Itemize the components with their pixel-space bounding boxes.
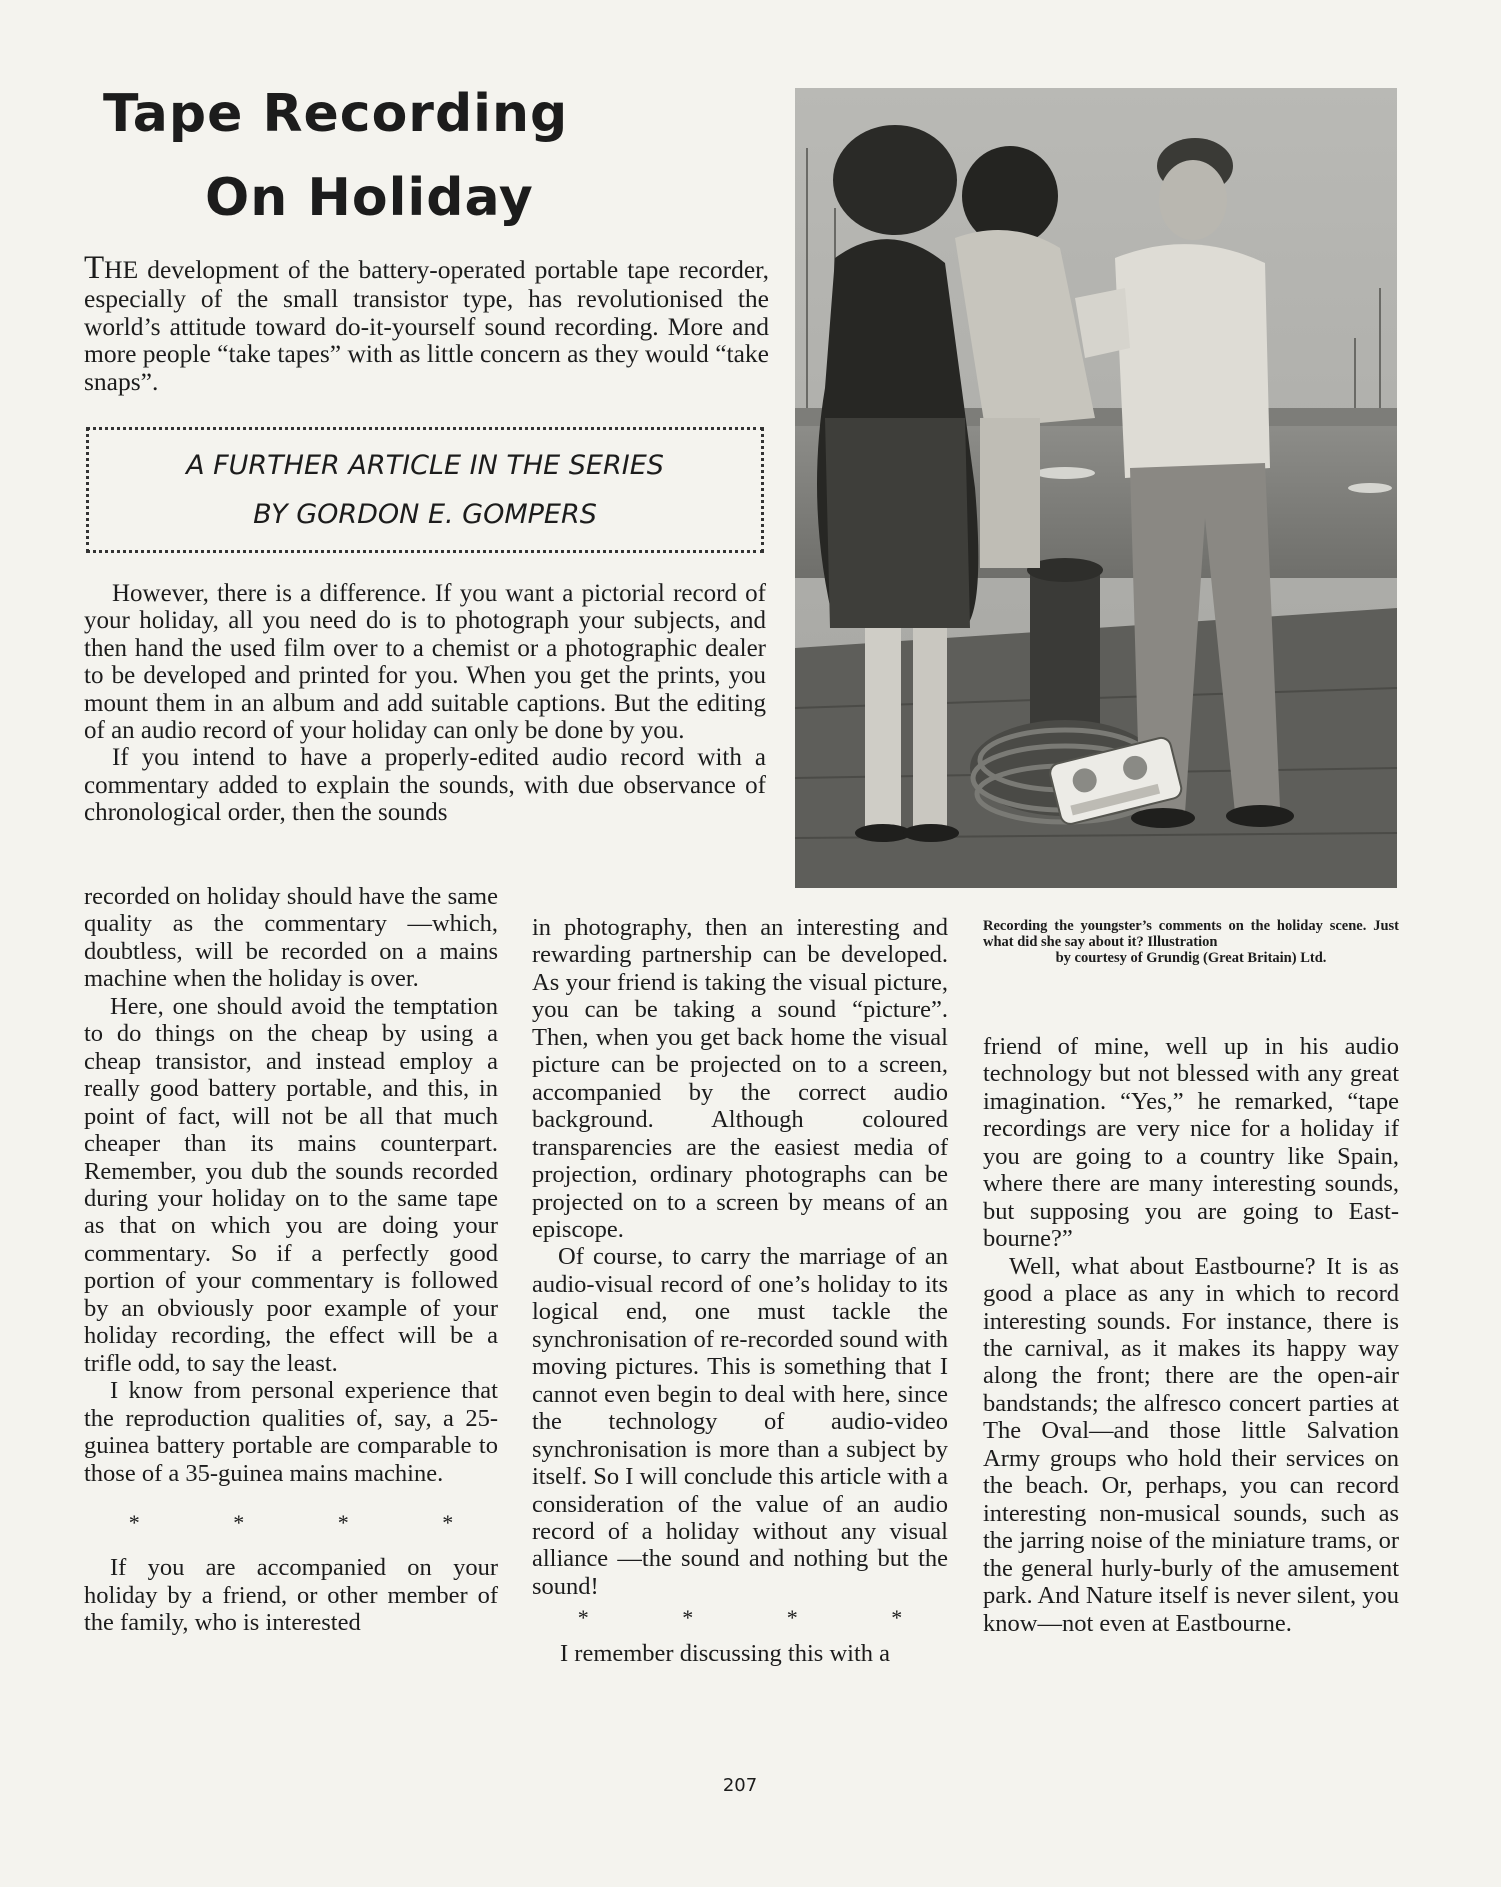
caption-credit: by courtesy of Grundig (Great Britain) Ltd. — [1055, 950, 1327, 966]
section-break-stars: * * * * — [577, 1605, 947, 1631]
column-3 — [983, 1033, 1399, 1637]
lead-text: HE development of the battery-operated portable tape recorder, especially of the small transistor type, has revolutionised the world’s attitude toward do-it-yourself sound recording. More and more people “take tapes” with as little concern as they would “take snaps”. — [84, 255, 769, 396]
series-line: A FURTHER ARTICLE IN THE SERIES — [186, 450, 664, 481]
paragraph: However, there is a difference. If you want a pictorial record of your holiday, all you need do is to photograph your subjects, and then hand the used film over to a chemist or a photographic dealer to be developed and printed for you. When you get the prints, you mount them in an album and add suitable captions. But the editing of an audio record of your holiday can only be done by you. — [84, 580, 766, 745]
section-break-stars: * * * * — [128, 1509, 498, 1535]
paragraph: in photography, then an interesting and rewarding partnership can be developed. As your friend is taking the visual picture, you can be taking a sound “picture”. Then, when you get back home the visual picture can be projected on to a screen, accompanied by the correct audio background. Although coloured transparencies are the easiest media of projection, ordinary photographs can be projected on to a screen by means of an episcope. — [532, 914, 948, 1243]
paragraph: friend of mine, well up in his audio technology but not blessed with any great imagination. “Yes,” he remarked, “tape recordings are very nice for a holiday if you are going to a country like Spain, where there are many interesting sounds, but supposing you are going to Eastbourne?” — [983, 1033, 1399, 1253]
column-2 — [532, 914, 948, 1667]
holiday-recording-photo — [795, 88, 1397, 888]
paragraph: Well, what about Eastbourne? It is as good a place as any in which to record interesting sounds. For instance, there is the carnival, as it makes its happy way along the front; there are the open-air bandstands; the alfresco concert parties at The Oval—and those little Salvation Army groups who hold their services on the beach. Or, perhaps, you can record interesting non-musical sounds, such as the jarring noise of the miniature trams, or the general hurly-burly of the amusement park. And Nature itself is never silent, you know—not even at Eastbourne. — [983, 1252, 1399, 1637]
drop-cap: T — [84, 250, 105, 286]
author-byline: BY GORDON E. GOMPERS — [253, 499, 597, 530]
article-title-line1: Tape Recording — [103, 84, 569, 144]
column-1 — [84, 883, 498, 1637]
article-title-line2: On Holiday — [205, 168, 534, 228]
wide-text-block — [84, 580, 766, 827]
paragraph: If you intend to have a properly-edited audio record with a commentary added to explain the sounds, with due observance of chronological order, then the sounds — [84, 744, 766, 827]
paragraph: I remember discussing this with a — [560, 1639, 891, 1667]
caption-main: Recording the youngster’s comments on the holiday scene. Just what did she say about it? Illustration — [983, 918, 1399, 950]
photo-illustration — [795, 88, 1397, 888]
paragraph: If you are accompanied on your holiday by a friend, or other member of the family, who is interested — [84, 1554, 498, 1637]
photo-caption — [983, 918, 1399, 966]
series-byline-box — [86, 427, 764, 553]
lead-paragraph — [84, 252, 769, 395]
paragraph: Here, one should avoid the temptation to do things on the cheap by using a cheap transistor, and instead employ a really good battery portable, and this, in point of fact, will not be all that much cheaper than its mains counterpart. Remember, you dub the sounds recorded during your holiday on to the same tape as that on which you are doing your commentary. So if a perfectly good portion of your commentary is followed by an obviously poor example of your holiday recording, the effect will be a trifle odd, to say the least. — [84, 992, 498, 1377]
paragraph: I know from personal experience that the reproduction qualities of, say, a 25-guinea battery portable are comparable to those of a 35-guinea mains machine. — [84, 1377, 498, 1487]
paragraph: Of course, to carry the marriage of an audio-visual record of one’s holiday to its logical end, one must tackle the synchronisation of re-recorded sound with moving pictures. This is something that I cannot even begin to deal with here, since the technology of audio-video synchronisation is more than a subject by itself. So I will conclude this article with a consideration of the value of an audio record of a holiday without any visual alliance —the sound and nothing but the sound! — [532, 1243, 948, 1600]
page-number: 207 — [722, 1775, 758, 1796]
paragraph: recorded on holiday should have the same quality as the commentary —which, doubtless, will be recorded on a mains machine when the holiday is over. — [84, 883, 498, 993]
